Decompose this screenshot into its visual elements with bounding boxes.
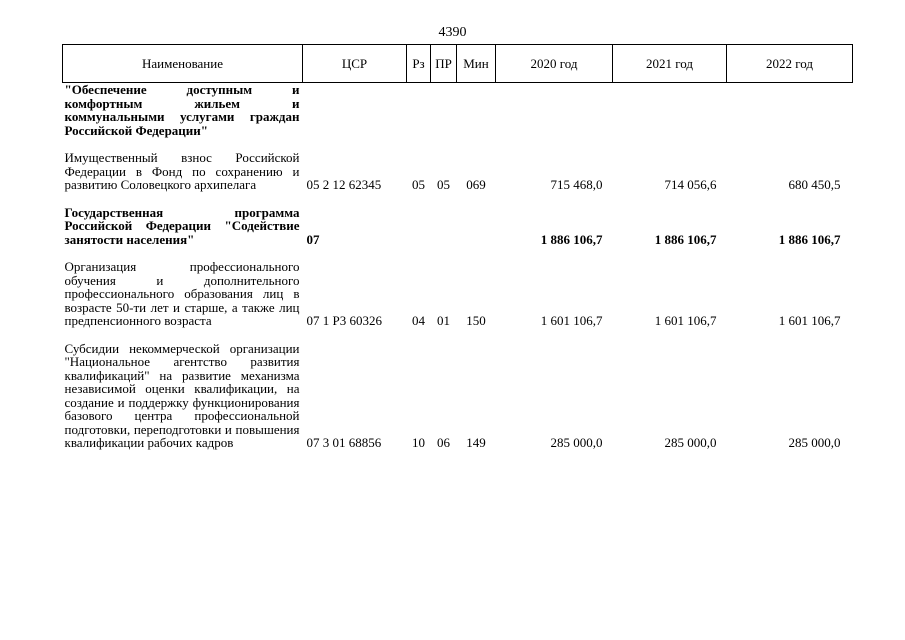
- header-name: Наименование: [63, 45, 303, 83]
- header-min: Мин: [457, 45, 496, 83]
- row-pr: [431, 83, 457, 152]
- row-rz: 04: [412, 313, 425, 328]
- row-min: [457, 83, 496, 152]
- row-csr: 07 1 P3 60326: [306, 313, 382, 328]
- row-2021: 285 000,0: [664, 435, 717, 450]
- row-2022: 1 886 106,7: [778, 231, 841, 247]
- table-row: [63, 260, 853, 342]
- header-2020: 2020 год: [496, 45, 613, 83]
- row-2021: 1 601 106,7: [654, 313, 717, 328]
- row-rz: 05: [412, 177, 425, 192]
- row-2020: 1 886 106,7: [540, 231, 603, 247]
- row-name: Организация профессионального обучения и дополнительного профессионального образования лиц в возрасте 50-ти лет и старше, а также лиц предпенсионного возраста: [64, 259, 300, 328]
- row-name: Государственная программа Российской Федерации "Содействие занятости населения": [64, 204, 300, 247]
- header-csr: ЦСР: [303, 45, 407, 83]
- row-csr: 07: [306, 231, 320, 247]
- row-2020: 285 000,0: [550, 435, 603, 450]
- row-2021: [613, 83, 727, 152]
- row-min: [457, 206, 496, 261]
- row-rz: [407, 83, 431, 152]
- row-2022: 680 450,5: [788, 177, 841, 192]
- row-rz: [407, 206, 431, 261]
- table-header-row: [63, 45, 853, 83]
- page-number: 4390: [438, 25, 467, 40]
- header-rz: Рз: [407, 45, 431, 83]
- row-csr: [303, 83, 407, 152]
- row-min: 150: [466, 313, 486, 328]
- row-name: "Обеспечение доступным и комфортным жильем и коммунальными услугами граждан Российской Федерации": [64, 82, 300, 138]
- row-min: 149: [466, 435, 486, 450]
- row-2021: 1 886 106,7: [654, 231, 717, 247]
- row-2020: 1 601 106,7: [540, 313, 603, 328]
- row-name: Имущественный взнос Российской Федерации в Фонд по сохранению и развитию Соловецкого архипелага: [64, 150, 300, 192]
- table-row: [63, 206, 853, 261]
- row-pr: 06: [437, 435, 450, 450]
- row-name: Субсидии некоммерческой организации "Национальное агентство развития квалификаций" на развитие механизма независимой оценки квалификации, на создание и поддержку функционирования базового центра профессиональной подготовки, переподготовки и повышения квалификации рабочих кадров: [64, 340, 300, 450]
- header-2022: 2022 год: [727, 45, 853, 83]
- header-2021: 2021 год: [613, 45, 727, 83]
- row-2022: 1 601 106,7: [778, 313, 841, 328]
- row-csr: 07 3 01 68856: [306, 435, 382, 450]
- row-2020: [496, 83, 613, 152]
- row-pr: 05: [437, 177, 450, 192]
- row-csr: 05 2 12 62345: [306, 177, 382, 192]
- row-pr: [431, 206, 457, 261]
- row-rz: 10: [412, 435, 425, 450]
- table-row: [63, 83, 853, 152]
- table-row: [63, 342, 853, 450]
- table-row: [63, 151, 853, 206]
- header-pr: ПР: [431, 45, 457, 83]
- row-min: 069: [466, 177, 486, 192]
- row-2022: [727, 83, 853, 152]
- budget-table: [62, 44, 853, 450]
- row-2022: 285 000,0: [788, 435, 841, 450]
- row-2020: 715 468,0: [550, 177, 603, 192]
- row-2021: 714 056,6: [664, 177, 717, 192]
- row-pr: 01: [437, 313, 450, 328]
